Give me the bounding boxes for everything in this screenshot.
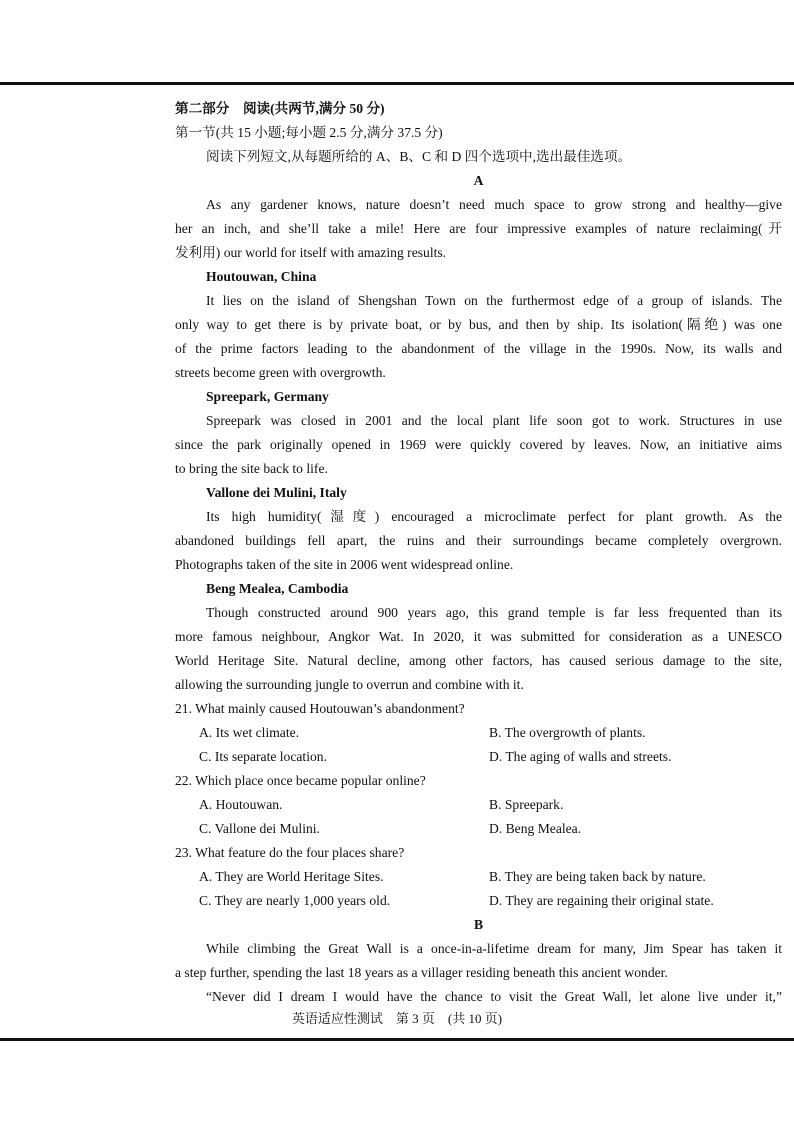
place-heading-beng-mealea: Beng Mealea, Cambodia — [206, 581, 349, 596]
question-21-options-row — [175, 745, 782, 769]
question-23-stem: 23. What feature do the four places share? — [175, 845, 405, 860]
question-22-stem: 22. Which place once became popular online? — [175, 773, 426, 788]
question-21-options-row — [175, 721, 782, 745]
passage-a-intro-line: her an inch, and she’ll take a mile! Here are four impressive examples of nature reclaiming(开 — [175, 221, 782, 236]
passage-b-line: While climbing the Great Wall is a once-in-a-lifetime dream for many, Jim Spear has taken it — [206, 941, 782, 956]
passage-line: abandoned buildings fell apart, the ruins and their surroundings became completely overgrown. — [175, 533, 782, 548]
passage-line: streets become green with overgrowth. — [175, 365, 386, 380]
top-rule — [0, 82, 794, 85]
passage-line: since the park originally opened in 1969 were quickly covered by leaves. Now, an initiative aims — [175, 437, 782, 452]
question-23-option-d: D. They are regaining their original state. — [489, 893, 714, 908]
question-23-options-row — [175, 865, 782, 889]
question-23-option-b: B. They are being taken back by nature. — [489, 869, 706, 884]
page-content — [175, 97, 782, 1009]
place-heading-vallone: Vallone dei Mulini, Italy — [206, 485, 347, 500]
passage-line: It lies on the island of Shengshan Town on the furthermost edge of a group of islands. The — [206, 293, 782, 308]
passage-b-label: B — [473, 917, 484, 932]
question-21-option-c: C. Its separate location. — [199, 749, 327, 764]
question-21-option-b: B. The overgrowth of plants. — [489, 725, 646, 740]
place-heading-spreepark: Spreepark, Germany — [206, 389, 329, 404]
question-23-option-c: C. They are nearly 1,000 years old. — [199, 893, 391, 908]
passage-b-line: a step further, spending the last 18 years as a villager residing beneath this ancient wonder. — [175, 965, 668, 980]
page-footer: 英语适应性测试 第 3 页 (共 10 页) — [291, 1011, 503, 1026]
passage-line: Photographs taken of the site in 2006 went widespread online. — [175, 557, 514, 572]
instruction: 阅读下列短文,从每题所给的 A、B、C 和 D 四个选项中,选出最佳选项。 — [206, 149, 632, 164]
passage-line: Its high humidity(湿度) encouraged a microclimate perfect for plant growth. As the — [206, 509, 782, 524]
question-23-option-a: A. They are World Heritage Sites. — [199, 869, 384, 884]
passage-line: World Heritage Site. Natural decline, among other factors, has caused serious damage to the site, — [175, 653, 782, 668]
section-title: 第一节(共 15 小题;每小题 2.5 分,满分 37.5 分) — [175, 125, 443, 140]
question-22-options-row — [175, 817, 782, 841]
passage-a-label: A — [473, 173, 484, 188]
question-21-option-a: A. Its wet climate. — [199, 725, 300, 740]
passage-line: more famous neighbour, Angkor Wat. In 2020, it was submitted for consideration as a UNESCO — [175, 629, 782, 644]
question-22-option-c: C. Vallone dei Mulini. — [199, 821, 320, 836]
question-23-options-row — [175, 889, 782, 913]
passage-line: Spreepark was closed in 2001 and the local plant life soon got to work. Structures in use — [206, 413, 782, 428]
passage-line: to bring the site back to life. — [175, 461, 328, 476]
place-heading-houtouwan: Houtouwan, China — [206, 269, 317, 284]
part-title: 第二部分 阅读(共两节,满分 50 分) — [175, 101, 385, 116]
question-21-option-d: D. The aging of walls and streets. — [489, 749, 672, 764]
passage-line: only way to get there is by private boat, or by bus, and then by ship. Its isolation(隔绝) was one — [175, 317, 782, 332]
question-22-option-d: D. Beng Mealea. — [489, 821, 582, 836]
question-22-options-row — [175, 793, 782, 817]
passage-line: Though constructed around 900 years ago, this grand temple is far less frequented than its — [206, 605, 782, 620]
bottom-rule — [0, 1038, 794, 1041]
question-22-option-a: A. Houtouwan. — [199, 797, 283, 812]
passage-line: of the prime factors leading to the abandonment of the village in the 1990s. Now, its walls and — [175, 341, 782, 356]
passage-a-intro-line: 发利用) our world for itself with amazing results. — [175, 245, 447, 260]
passage-a-intro-line: As any gardener knows, nature doesn’t need much space to grow strong and healthy—give — [206, 197, 782, 212]
question-21-stem: 21. What mainly caused Houtouwan’s abandonment? — [175, 701, 465, 716]
passage-b-line: “Never did I dream I would have the chance to visit the Great Wall, let alone live under it,” — [206, 989, 782, 1004]
passage-line: allowing the surrounding jungle to overrun and combine with it. — [175, 677, 524, 692]
question-22-option-b: B. Spreepark. — [489, 797, 564, 812]
